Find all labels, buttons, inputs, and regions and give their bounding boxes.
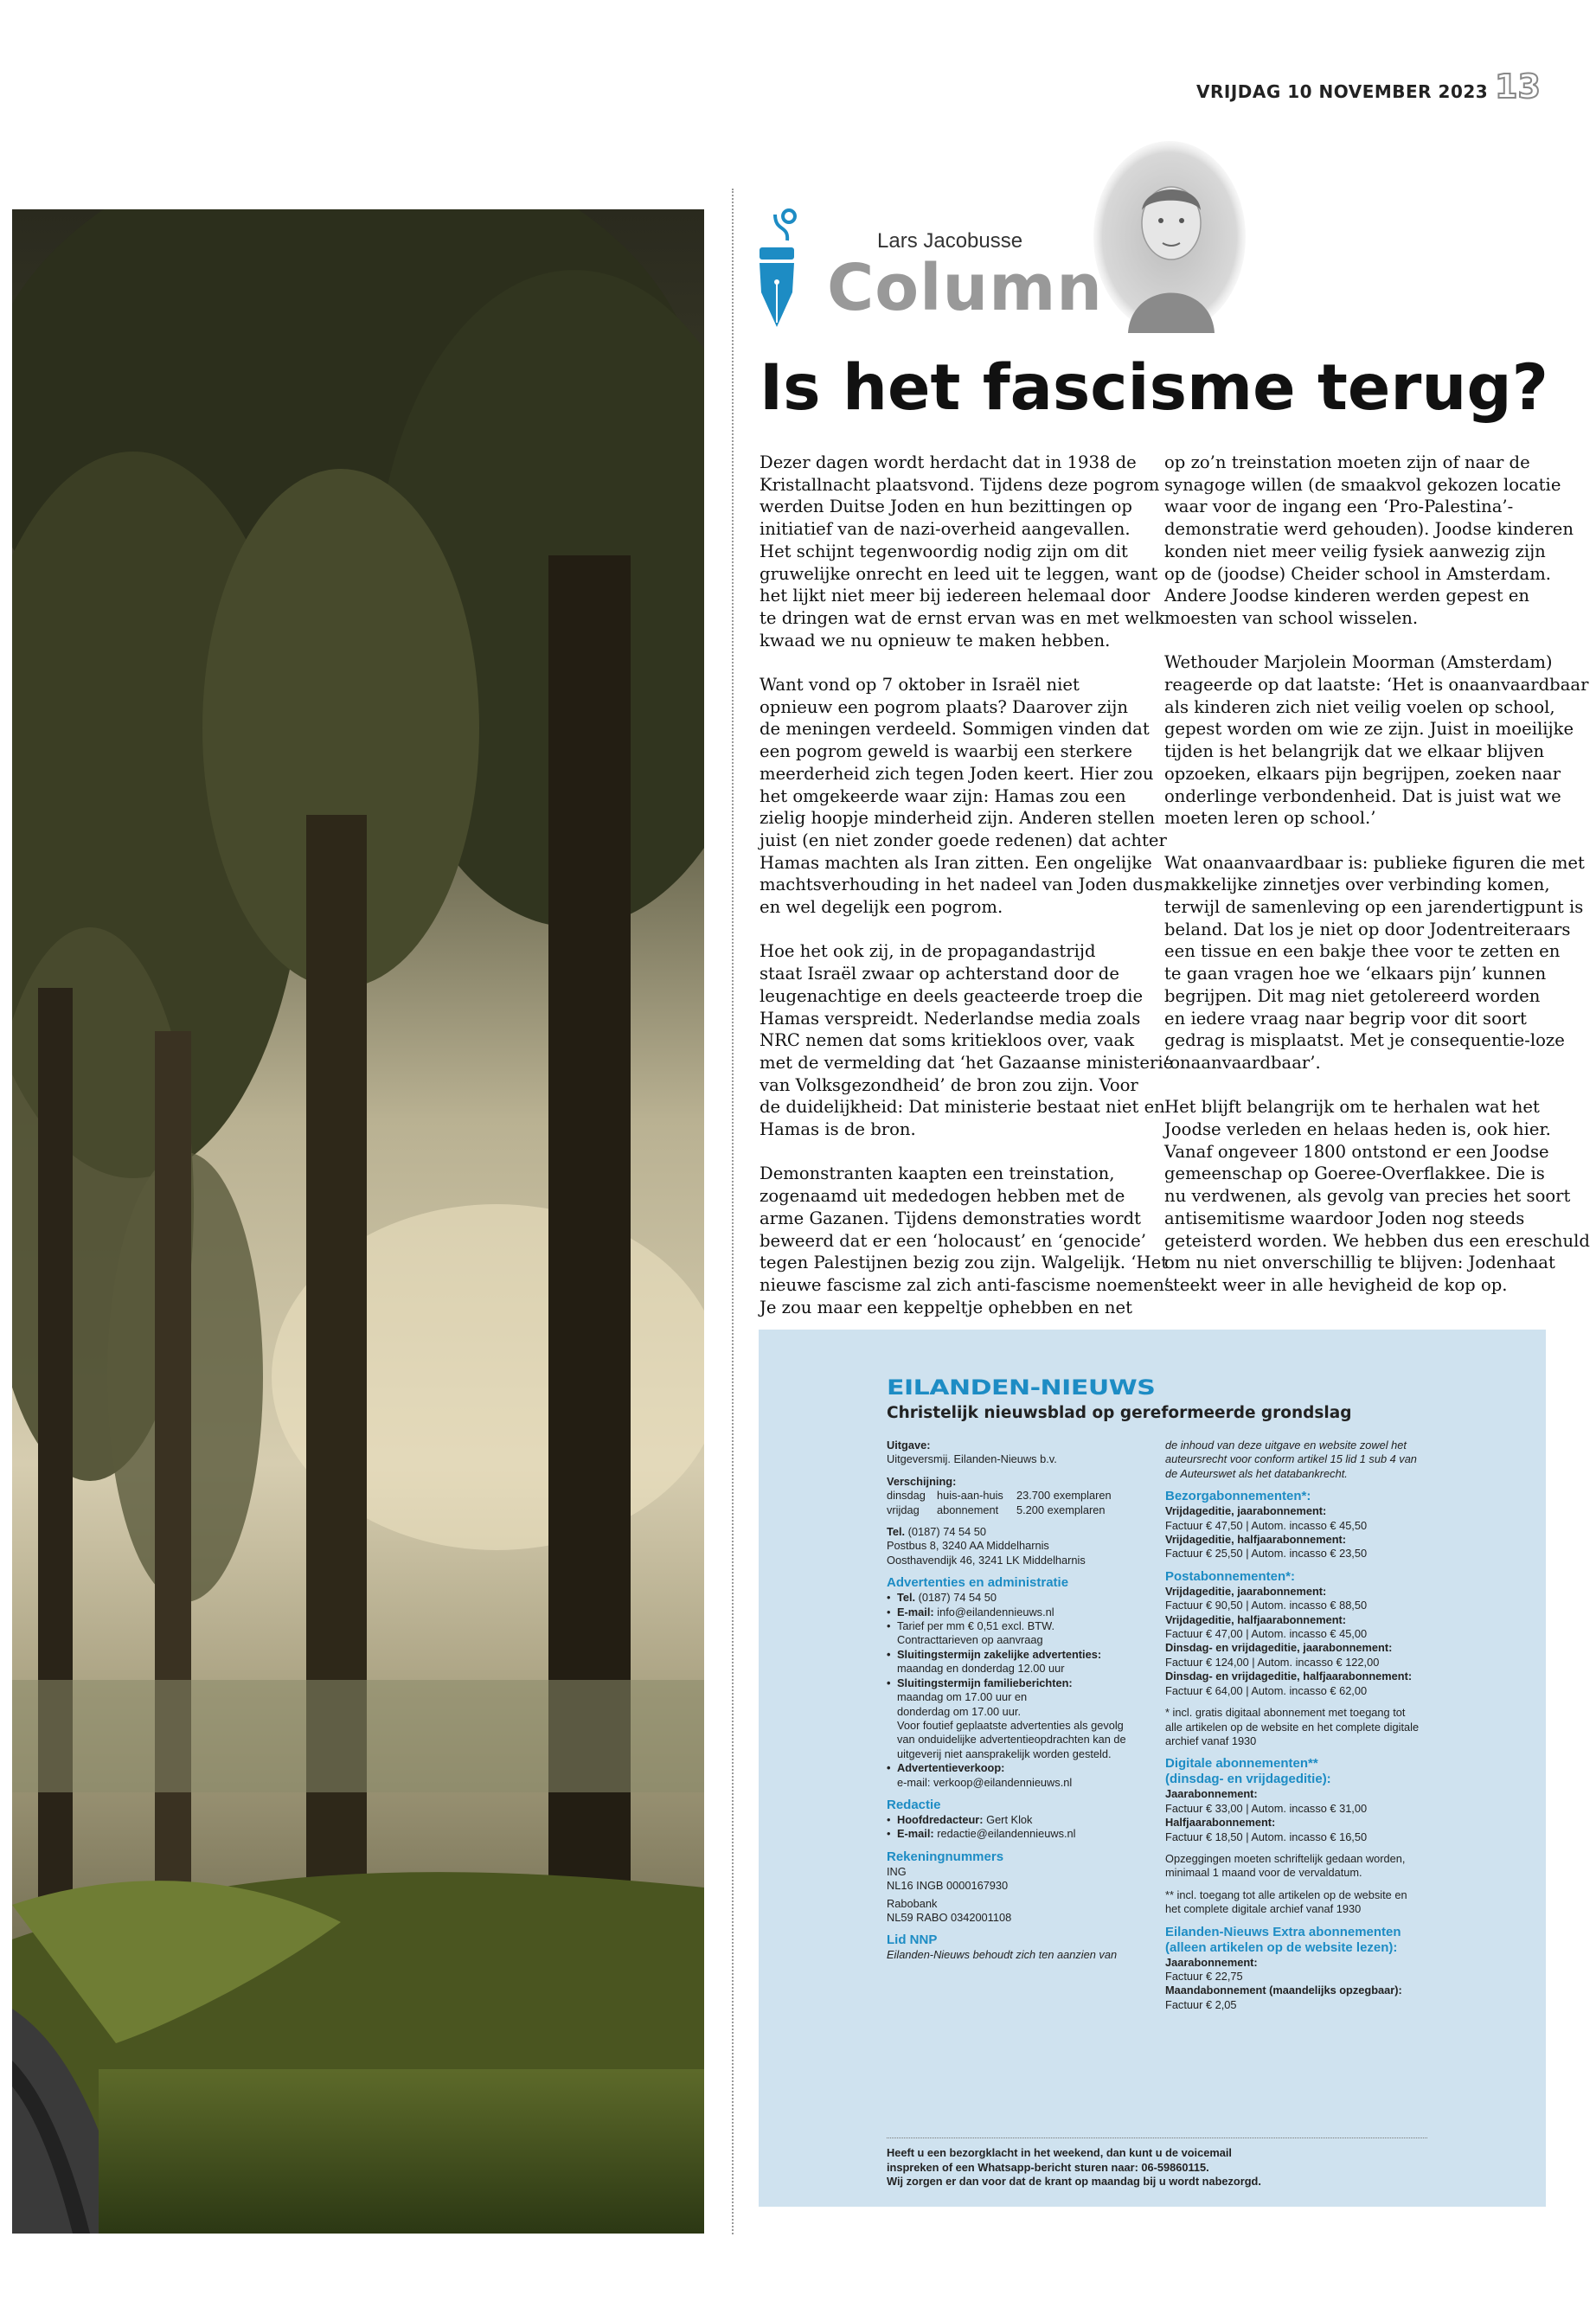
- text-line: op zo’n treinstation moeten zijn of naar de: [1164, 452, 1530, 472]
- day: dinsdag: [887, 1489, 926, 1503]
- extra-heading: (alleen artikelen op de website lezen):: [1165, 1939, 1398, 1955]
- rekening-heading: Rekeningnummers: [887, 1849, 1004, 1864]
- sub-type: Halfjaarabonnement:: [1165, 1816, 1276, 1830]
- address-line: Oosthavendijk 46, 3241 LK Middelharnis: [887, 1553, 1086, 1567]
- text-line: gemeenschap op Goeree-Overflakkee. Die is: [1164, 1163, 1545, 1184]
- adv-tarief-note: Contracttarieven op aanvraag: [897, 1633, 1043, 1647]
- sub-price: Factuur € 25,50 | Autom. incasso € 23,50: [1165, 1547, 1368, 1561]
- text-line: waar voor de ingang een ‘Pro-Palestina’-: [1164, 497, 1514, 517]
- text-line: het omgekeerde waar zijn: Hamas zou een: [760, 785, 1126, 806]
- text-line: te gaan vragen hoe we ‘elkaars pijn’ kunnen: [1164, 964, 1547, 984]
- text-line: moesten van school wisselen.: [1164, 607, 1419, 628]
- tel-label: Tel.: [887, 1525, 906, 1539]
- text-line: beland. Dat los je niet op door Jodentreiteraars: [1164, 919, 1571, 939]
- text-line: demonstratie werd gehouden). Joodse kinderen: [1164, 519, 1574, 540]
- colophon-box: [759, 1330, 1546, 2207]
- text-line: een tissue en een bakje thee voor te zetten en: [1164, 941, 1561, 962]
- colophon-right-column: [1165, 1439, 1442, 2020]
- text-line: machtsverhouding in het nadeel van Joden dus,: [760, 875, 1169, 895]
- paragraph: [1164, 452, 1574, 630]
- sub-price: Factuur € 18,50 | Autom. incasso € 16,50: [1165, 1830, 1368, 1843]
- text-line: Kristallnacht plaatsvond. Tijdens deze pogrom: [760, 474, 1160, 495]
- bank-name: Rabobank: [887, 1896, 938, 1910]
- opzeg-note: minimaal 1 maand voor de vervaldatum.: [1165, 1866, 1362, 1880]
- text-line: tijden is het belangrijk dat we elkaar blijven: [1164, 741, 1545, 762]
- newspaper-logo: EILANDEN-NIEUWS: [887, 1375, 1156, 1400]
- sluit-familie-label: • Sluitingstermijn familieberichten:: [887, 1676, 1172, 1690]
- sub-type: Vrijdageditie, jaarabonnement:: [1165, 1584, 1327, 1598]
- text-line: zielig hoopje minderheid zijn. Anderen stellen: [760, 808, 1156, 829]
- copyright-line: auteursrecht voor conform artikel 15 lid 1 sub 4 van: [1165, 1452, 1417, 1466]
- sub-price: Factuur € 2,05: [1165, 1997, 1237, 2011]
- text-line: kwaad we nu opnieuw te maken hebben.: [760, 630, 1111, 651]
- column-label: Column: [827, 251, 1103, 325]
- author-portrait: [1093, 141, 1246, 333]
- delivery-complaint-notice: [887, 2146, 1427, 2189]
- verschijning-label: Verschijning:: [887, 1474, 957, 1488]
- text-line: gruwelijke onrecht en leed uit te leggen, want: [760, 563, 1158, 584]
- fountain-pen-icon: [756, 206, 799, 336]
- text-line: Want vond op 7 oktober in Israël niet: [760, 675, 1080, 695]
- address-line: Postbus 8, 3240 AA Middelharnis: [887, 1539, 1049, 1553]
- copies: 23.700 exemplaren: [1016, 1489, 1112, 1503]
- sub-type: Vrijdageditie, halfjaarabonnement:: [1165, 1612, 1347, 1626]
- text-line: beweerd dat er een ‘holocaust’ en ‘genocide’: [760, 1230, 1146, 1251]
- sub-price: Factuur € 22,75: [1165, 1969, 1243, 1983]
- paragraph: [1164, 1096, 1590, 1296]
- paragraph: [1164, 651, 1589, 830]
- text-line: makkelijke zinnetjes over verbinding komen,: [1164, 875, 1550, 895]
- sub-price: Factuur € 124,00 | Autom. incasso € 122,00: [1165, 1655, 1380, 1669]
- text-line: steekt weer in alle hevigheid de kop op.: [1164, 1274, 1508, 1295]
- text-line: ‘onaanvaardbaar’.: [1164, 1052, 1321, 1073]
- digi-heading: Digitale abonnementen**: [1165, 1756, 1318, 1772]
- article-headline: Is het fascisme terug?: [760, 351, 1549, 425]
- text-line: en wel degelijk een pogrom.: [760, 897, 1003, 918]
- article-column-left: [760, 452, 1176, 1318]
- text-line: om nu niet onverschillig te blijven: Jodenhaat: [1164, 1253, 1555, 1273]
- text-line: gepest worden om wie ze zijn. Juist in moeilijke: [1164, 719, 1574, 740]
- page-number: 13: [1495, 67, 1541, 106]
- text-line: Hamas verspreidt. Nederlandse media zoals: [760, 1008, 1141, 1029]
- issue-date: VRIJDAG 10 NOVEMBER 2023: [1196, 81, 1489, 102]
- text-line: Joodse verleden en helaas heden is, ook hier.: [1164, 1119, 1551, 1140]
- text-line: Vanaf ongeveer 1800 ontstond er een Joodse: [1164, 1141, 1549, 1162]
- copyright-line: de Auteurswet als het databankrecht.: [1165, 1466, 1348, 1480]
- bezorg-heading: Bezorgabonnementen*:: [1165, 1489, 1311, 1504]
- text-line: tegen Palestijnen bezig zou zijn. Walgelijk. ‘Het: [760, 1253, 1169, 1273]
- text-line: met de vermelding dat ‘het Gazaanse ministerie: [760, 1052, 1174, 1073]
- tree-lane-illustration: [12, 209, 704, 2234]
- text-line: Hamas machten als Iran zitten. Een ongelijke: [760, 852, 1152, 873]
- digi-note: ** incl. toegang tot alle artikelen op de website en: [1165, 1888, 1407, 1901]
- sub-price: Factuur € 64,00 | Autom. incasso € 62,00: [1165, 1683, 1368, 1697]
- bank-account: NL16 INGB 0000167930: [887, 1879, 1009, 1893]
- text-line: initiatief van de nazi-overheid aangevallen.: [760, 519, 1131, 540]
- verkoop-text: e-mail: verkoop@eilandennieuws.nl: [897, 1775, 1073, 1789]
- text-line: Dezer dagen wordt herdacht dat in 1938 de: [760, 452, 1137, 472]
- text-line: leugenachtige en deels geacteerde troep die: [760, 985, 1144, 1006]
- sub-type: Jaarabonnement:: [1165, 1955, 1258, 1969]
- type: abonnement: [937, 1503, 999, 1516]
- text-line: Je zou maar een keppeltje ophebben en net: [760, 1297, 1133, 1317]
- bank-account: NL59 RABO 0342001108: [887, 1910, 1012, 1924]
- text-line: werden Duitse Joden en hun bezittingen op: [760, 497, 1132, 517]
- text-line: NRC nemen dat soms kritiekloos over, vaak: [760, 1030, 1135, 1051]
- sluit-familie-line: donderdag om 17.00 uur.: [897, 1704, 1022, 1718]
- text-line: nu verdwenen, als gevolg van precies het soort: [1164, 1186, 1571, 1207]
- digi-note: het complete digitale archief vanaf 1930: [1165, 1902, 1362, 1916]
- type: huis-aan-huis: [937, 1489, 1003, 1503]
- notice-line: Wij zorgen er dan voor dat de krant op maandag bij u wordt nabezorgd.: [887, 2175, 1261, 2189]
- paragraph: [1164, 852, 1585, 1074]
- sub-price: Factuur € 33,00 | Autom. incasso € 31,00: [1165, 1801, 1368, 1815]
- adv-email: info@eilandennieuws.nl: [937, 1605, 1054, 1618]
- text-line: terwijl de samenleving op een jarendertigpunt is: [1164, 897, 1584, 918]
- paragraph: [760, 674, 1169, 919]
- adv-tarief: • Tarief per mm € 0,51 excl. BTW.: [887, 1619, 1172, 1633]
- text-line: antisemitisme waardoor Joden nog steeds: [1164, 1208, 1525, 1228]
- bank-name: ING: [887, 1864, 907, 1878]
- adv-email-label: E-mail:: [897, 1605, 934, 1618]
- text-line: meerderheid zich tegen Joden keert. Hier zou: [760, 763, 1154, 784]
- paragraph: [760, 452, 1165, 651]
- text-line: Hoe het ook zij, in de propagandastrijd: [760, 941, 1096, 962]
- verkoop-label: • Advertentieverkoop:: [887, 1761, 1172, 1775]
- text-line: Demonstranten kaapten een treinstation,: [760, 1163, 1115, 1184]
- text-line: de duidelijkheid: Dat ministerie bestaat niet en: [760, 1097, 1165, 1118]
- text-line: geteisterd worden. We hebben dus een ereschuld: [1164, 1230, 1590, 1251]
- verschijning-row: [887, 1503, 1172, 1517]
- notice-line: inspreken of een Whatsapp-bericht sturen naar: 06-59860115.: [887, 2160, 1209, 2174]
- nnp-heading: Lid NNP: [887, 1932, 938, 1948]
- sluit-familie-line: maandag om 17.00 uur en: [897, 1690, 1028, 1704]
- opzeg-note: Opzeggingen moeten schriftelijk gedaan worden,: [1165, 1851, 1406, 1865]
- nnp-text: Eilanden-Nieuws behoudt zich ten aanzien van: [887, 1948, 1118, 1962]
- text-line: Het blijft belangrijk om te herhalen wat het: [1164, 1097, 1540, 1118]
- text-line: te dringen wat de ernst ervan was en met welk: [760, 607, 1165, 628]
- tree-lane-photo: [12, 209, 704, 2234]
- text-line: Hamas is de bron.: [760, 1119, 916, 1140]
- sub-price: Factuur € 47,00 | Autom. incasso € 45,00: [1165, 1627, 1368, 1641]
- text-line: Wethouder Marjolein Moorman (Amsterdam): [1164, 652, 1553, 673]
- paragraph: [760, 1163, 1176, 1318]
- text-line: de meningen verdeeld. Sommigen vinden dat: [760, 719, 1150, 740]
- copies: 5.200 exemplaren: [1016, 1503, 1106, 1516]
- text-line: gedrag is misplaatst. Met je consequentie-loze: [1164, 1030, 1565, 1051]
- text-line: als kinderen zich niet veilig voelen op school,: [1164, 696, 1555, 717]
- sub-type: Dinsdag- en vrijdageditie, jaarabonnement:: [1165, 1641, 1393, 1655]
- text-line: onderlinge verbondenheid. Dat is juist wat we: [1164, 785, 1561, 806]
- uitgave-text: Uitgeversmij. Eilanden-Nieuws b.v.: [887, 1452, 1057, 1466]
- sluit-familie-line: van onduidelijke advertentieopdrachten kan de: [897, 1733, 1126, 1747]
- text-line: Het schijnt tegenwoordig nodig zijn om dit: [760, 541, 1128, 561]
- redactie-heading: Redactie: [887, 1797, 941, 1812]
- article-column-right: [1164, 452, 1590, 1297]
- text-line: een pogrom geweld is waarbij een sterkere: [760, 741, 1132, 762]
- sluit-familie-line: uitgeverij niet aansprakelijk worden gesteld.: [897, 1747, 1112, 1760]
- hoofdred-label: Hoofdredacteur:: [897, 1812, 984, 1826]
- text-line: zogenaamd uit mededogen hebben met de: [760, 1186, 1125, 1207]
- sluit-zakelijk-text: maandag en donderdag 12.00 uur: [897, 1662, 1065, 1676]
- sub-type: Maandabonnement (maandelijks opzegbaar):: [1165, 1984, 1402, 1997]
- text-line: konden niet meer veilig fysiek aanwezig zijn: [1164, 541, 1546, 561]
- text-line: reageerde op dat laatste: ‘Het is onaanvaardbaar: [1164, 675, 1589, 695]
- sluit-familie-line: Voor foutief geplaatste advertenties als gevolg: [897, 1718, 1124, 1732]
- text-line: en iedere vraag naar begrip voor dit soort: [1164, 1008, 1527, 1029]
- notice-line: Heeft u een bezorgklacht in het weekend, dan kunt u de voicemail: [887, 2146, 1232, 2159]
- digi-heading: (dinsdag- en vrijdageditie):: [1165, 1772, 1331, 1787]
- colophon-left-column: [887, 1439, 1172, 1971]
- post-note: * incl. gratis digitaal abonnement met toegang tot: [1165, 1706, 1406, 1720]
- newspaper-tagline: Christelijk nieuwsblad op gereformeerde grondslag: [887, 1404, 1352, 1422]
- column-divider: [732, 189, 734, 2234]
- text-line: synagoge willen (de smaakvol gekozen locatie: [1164, 474, 1561, 495]
- text-line: op de (joodse) Cheider school in Amsterdam.: [1164, 563, 1552, 584]
- post-note: archief vanaf 1930: [1165, 1734, 1257, 1747]
- sub-type: Vrijdageditie, jaarabonnement:: [1165, 1504, 1327, 1518]
- text-line: het lijkt niet meer bij iedereen helemaal door: [760, 586, 1151, 606]
- verschijning-row: [887, 1489, 1172, 1503]
- text-line: juist (en niet zonder goede redenen) dat achter: [760, 830, 1167, 850]
- text-line: opzoeken, elkaars pijn begrijpen, zoeken naar: [1164, 763, 1561, 784]
- extra-heading: Eilanden-Nieuws Extra abonnementen: [1165, 1924, 1401, 1939]
- sub-price: Factuur € 90,50 | Autom. incasso € 88,50: [1165, 1599, 1368, 1612]
- day: vrijdag: [887, 1503, 920, 1516]
- text-line: Andere Joodse kinderen werden gepest en: [1164, 586, 1530, 606]
- text-line: van Volksgezondheid’ de bron zou zijn. Voor: [760, 1074, 1138, 1095]
- sub-type: Vrijdageditie, halfjaarabonnement:: [1165, 1533, 1347, 1547]
- adv-tel-label: Tel.: [897, 1591, 916, 1605]
- tel-number: (0187) 74 54 50: [907, 1525, 987, 1539]
- adv-tel: (0187) 74 54 50: [918, 1591, 997, 1605]
- paragraph: [760, 940, 1174, 1140]
- advertenties-heading: Advertenties en administratie: [887, 1575, 1069, 1591]
- sluit-zakelijk-label: • Sluitingstermijn zakelijke advertenties:: [887, 1648, 1172, 1662]
- text-line: begrijpen. Dit mag niet getolereerd worden: [1164, 985, 1541, 1006]
- uitgave-label: Uitgave:: [887, 1439, 931, 1452]
- hoofdred-name: Gert Klok: [986, 1812, 1033, 1826]
- text-line: Wat onaanvaardbaar is: publieke figuren die met: [1164, 852, 1585, 873]
- sub-price: Factuur € 47,50 | Autom. incasso € 45,50: [1165, 1518, 1368, 1532]
- text-line: staat Israël zwaar op achterstand door de: [760, 964, 1119, 984]
- sub-type: Dinsdag- en vrijdageditie, halfjaarabonnement:: [1165, 1670, 1413, 1683]
- copyright-line: de inhoud van deze uitgave en website zowel het: [1165, 1439, 1407, 1452]
- column-author: Lars Jacobusse: [877, 229, 1023, 253]
- text-line: moeten leren op school.’: [1164, 808, 1376, 829]
- text-line: nieuwe fascisme zal zich anti-fascisme noemen’.: [760, 1274, 1176, 1295]
- red-email: redactie@eilandennieuws.nl: [937, 1827, 1076, 1841]
- red-email-label: E-mail:: [897, 1827, 934, 1841]
- text-line: opnieuw een pogrom plaats? Daarover zijn: [760, 696, 1128, 717]
- post-heading: Postabonnementen*:: [1165, 1568, 1296, 1584]
- post-note: alle artikelen op de website en het complete digitale: [1165, 1720, 1420, 1734]
- sub-type: Jaarabonnement:: [1165, 1787, 1258, 1801]
- text-line: arme Gazanen. Tijdens demonstraties wordt: [760, 1208, 1142, 1228]
